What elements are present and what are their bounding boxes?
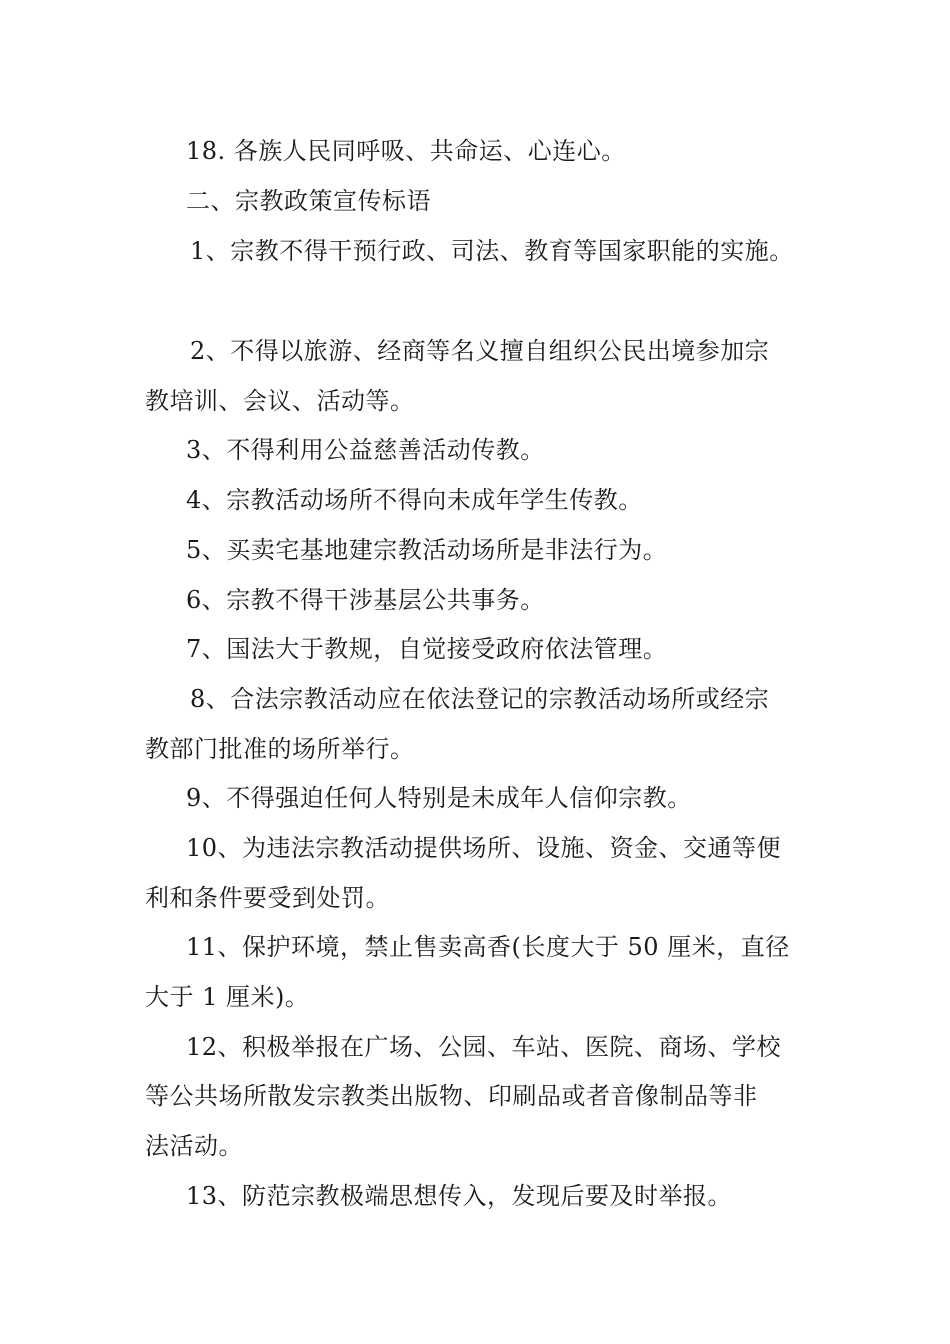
- religious-slogan-9: 9、不得强迫任何人特别是未成年人信仰宗教。: [186, 784, 692, 812]
- religious-slogan-12-cont-1: 等公共场所散发宗教类出版物、印刷品或者音像制品等非: [145, 1082, 758, 1110]
- religious-slogan-3: 3、不得利用公益慈善活动传教。: [186, 436, 545, 464]
- religious-slogan-1: 1、宗教不得干预行政、司法、教育等国家职能的实施。: [190, 237, 794, 265]
- religious-slogan-10-cont: 利和条件要受到处罚。: [145, 884, 390, 912]
- religious-slogan-8: 8、合法宗教活动应在依法登记的宗教活动场所或经宗: [190, 685, 770, 713]
- religious-slogan-12-cont-2: 法活动。: [145, 1132, 243, 1160]
- religious-slogan-12: 12、积极举报在广场、公园、车站、医院、商场、学校: [186, 1033, 782, 1061]
- religious-slogan-10: 10、为违法宗教活动提供场所、设施、资金、交通等便: [186, 834, 782, 862]
- religious-slogan-6: 6、宗教不得干涉基层公共事务。: [186, 586, 545, 614]
- religious-slogan-7: 7、国法大于教规，自觉接受政府依法管理。: [186, 635, 668, 663]
- slogan-18: 18. 各族人民同呼吸、共命运、心连心。: [186, 137, 626, 165]
- religious-slogan-11-cont: 大于 1 厘米)。: [145, 983, 310, 1011]
- religious-slogan-11: 11、保护环境，禁止售卖高香(长度大于 50 厘米，直径: [186, 933, 790, 961]
- religious-slogan-13: 13、防范宗教极端思想传入，发现后要及时举报。: [186, 1182, 733, 1210]
- religious-slogan-2-cont: 教培训、会议、活动等。: [145, 387, 415, 415]
- section-heading-religious-policy: 二、宗教政策宣传标语: [186, 187, 431, 215]
- religious-slogan-5: 5、买卖宅基地建宗教活动场所是非法行为。: [186, 536, 668, 564]
- religious-slogan-8-cont: 教部门批准的场所举行。: [145, 735, 415, 763]
- religious-slogan-4: 4、宗教活动场所不得向未成年学生传教。: [186, 486, 643, 514]
- religious-slogan-2: 2、不得以旅游、经商等名义擅自组织公民出境参加宗: [190, 337, 770, 365]
